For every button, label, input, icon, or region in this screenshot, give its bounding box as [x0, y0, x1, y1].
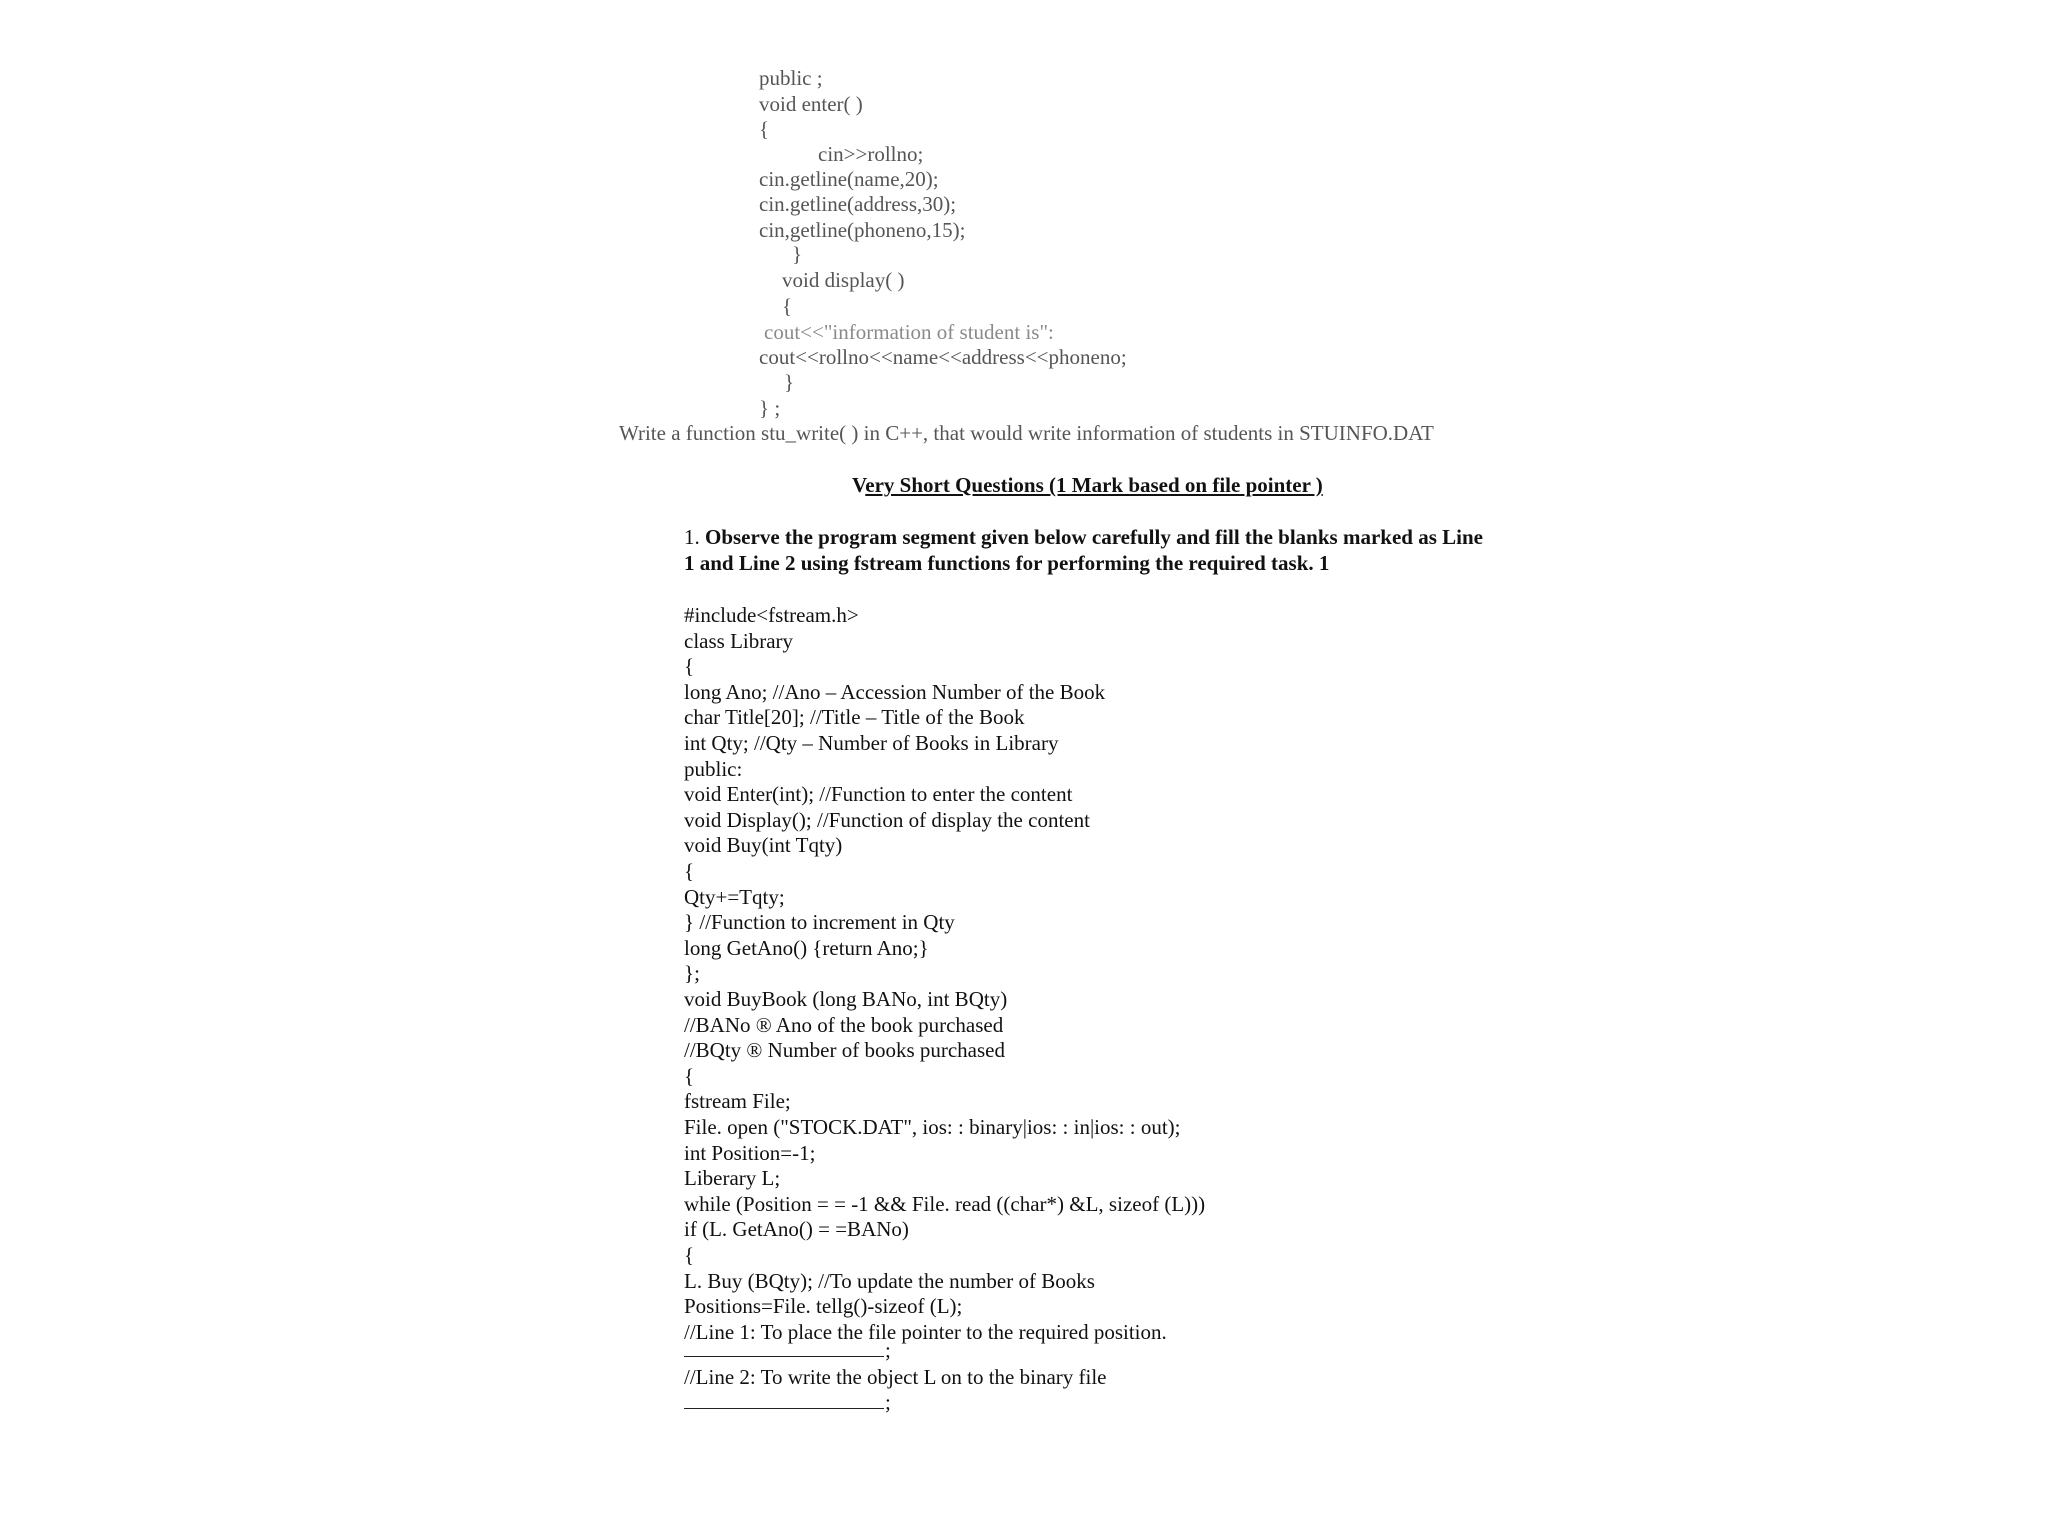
- top-code-line: cout<<rollno<<name<<address<<phoneno;: [759, 345, 1127, 369]
- top-code-line: void enter( ): [759, 92, 863, 116]
- code-line: #include<fstream.h>: [684, 603, 859, 627]
- top-code-line: }: [792, 242, 803, 266]
- code-line: fstream File;: [684, 1089, 791, 1113]
- code-line: void Display(); //Function of display the content: [684, 808, 1090, 832]
- instruction-text: Write a function stu_write( ) in C++, that would write information of students in STUINFO.DAT: [619, 421, 1434, 445]
- question-1: [684, 524, 1484, 576]
- top-code-line: cin.getline(name,20);: [759, 167, 939, 191]
- code-line: Positions=File. tellg()-sizeof (L);: [684, 1294, 963, 1318]
- top-code-line: cin>>rollno;: [818, 142, 924, 166]
- top-code-line: void display( ): [782, 268, 905, 292]
- code-line: {: [684, 654, 695, 678]
- section-heading: [852, 473, 1323, 498]
- top-code-line: {: [782, 294, 793, 318]
- code-line: void Enter(int); //Function to enter the content: [684, 782, 1073, 806]
- code-line: public:: [684, 757, 743, 781]
- code-line: int Position=-1;: [684, 1141, 816, 1165]
- code-line: {: [684, 1064, 695, 1088]
- line-2-blank: [684, 1408, 884, 1409]
- code-line: if (L. GetAno() = =BANo): [684, 1217, 909, 1241]
- code-line: void Buy(int Tqty): [684, 833, 843, 857]
- line-1-semicolon: ;: [885, 1338, 891, 1362]
- line-1-blank: [684, 1356, 884, 1357]
- top-code-line: }: [784, 370, 795, 394]
- code-line: while (Position = = -1 && File. read ((char*) &L, sizeof (L))): [684, 1192, 1206, 1216]
- heading-rest: ery Short Questions (1 Mark based on file pointer ): [865, 473, 1323, 497]
- question-number: 1.: [684, 525, 700, 549]
- code-line: //Line 1: To place the file pointer to the required position.: [684, 1320, 1167, 1344]
- code-line: } //Function to increment in Qty: [684, 910, 955, 934]
- code-line: long Ano; //Ano – Accession Number of the Book: [684, 680, 1106, 704]
- code-line: long GetAno() {return Ano;}: [684, 936, 929, 960]
- top-code-line: cin.getline(address,30);: [759, 192, 957, 216]
- line-2-semicolon: ;: [885, 1390, 891, 1414]
- code-line: {: [684, 859, 695, 883]
- code-line: char Title[20]; //Title – Title of the Book: [684, 705, 1025, 729]
- code-line: {: [684, 1243, 695, 1267]
- code-line: void BuyBook (long BANo, int BQty): [684, 987, 1008, 1011]
- code-line: };: [684, 961, 700, 985]
- top-code-line: {: [759, 117, 770, 141]
- code-line: Qty+=Tqty;: [684, 885, 785, 909]
- line-2-comment: //Line 2: To write the object L on to the binary file: [684, 1365, 1107, 1389]
- code-line: L. Buy (BQty); //To update the number of Books: [684, 1269, 1095, 1293]
- top-code-line: } ;: [759, 396, 781, 420]
- code-line: Liberary L;: [684, 1166, 781, 1190]
- code-line: class Library: [684, 629, 794, 653]
- code-line: File. open ("STOCK.DAT", ios: : binary|ios: : in|ios: : out);: [684, 1115, 1181, 1139]
- heading-first-letter: V: [852, 473, 866, 497]
- top-code-line: cout<<"information of student is":: [764, 320, 1054, 344]
- top-code-line: cin,getline(phoneno,15);: [759, 218, 966, 242]
- code-line: int Qty; //Qty – Number of Books in Library: [684, 731, 1059, 755]
- question-text: Observe the program segment given below carefully and fill the blanks marked as Line 1 and Line 2 using fstream functions for performing the required task. 1: [684, 525, 1483, 575]
- code-line: //BQty ® Number of books purchased: [684, 1038, 1005, 1062]
- code-line: //BANo ® Ano of the book purchased: [684, 1013, 1004, 1037]
- top-code-line: public ;: [759, 66, 823, 90]
